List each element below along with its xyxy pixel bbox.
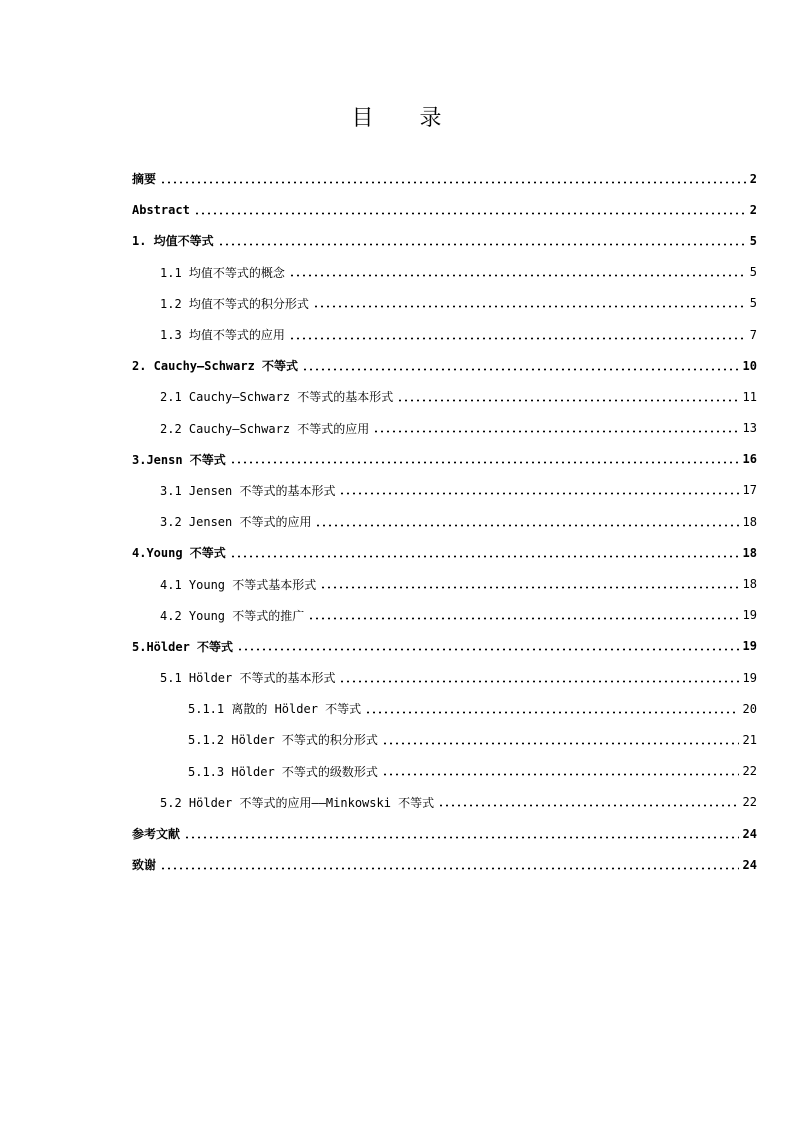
toc-page-number: 24 <box>742 826 757 841</box>
toc-entry-label: 1. 均值不等式 <box>132 234 214 249</box>
toc-entry[interactable] <box>132 724 757 755</box>
toc-dot-leader <box>160 859 739 871</box>
toc-dot-leader <box>237 640 739 652</box>
toc-entry-label: 1.1 均值不等式的概念 <box>160 265 285 280</box>
toc-entry-label: 参考文献 <box>132 827 181 842</box>
toc-entry[interactable] <box>132 756 757 787</box>
toc-page-number: 19 <box>742 608 757 623</box>
toc-entry-label: 4.2 Young 不等式的推广 <box>160 608 305 623</box>
toc-entry-label: 2.2 Cauchy—Schwarz 不等式的应用 <box>160 421 370 436</box>
toc-page-number: 18 <box>742 577 757 592</box>
toc-entry-label: 4.Young 不等式 <box>132 546 226 561</box>
toc-page-number: 16 <box>742 452 757 467</box>
toc-entry-label: 5.1.2 Hölder 不等式的积分形式 <box>188 733 378 748</box>
toc-entry-label: 2.1 Cauchy—Schwarz 不等式的基本形式 <box>160 390 394 405</box>
toc-dot-leader <box>373 422 738 434</box>
table-of-contents <box>132 163 757 880</box>
toc-entry-label: 致谢 <box>132 858 157 873</box>
toc-entry[interactable] <box>132 787 757 818</box>
toc-entry-label: 4.1 Young 不等式基本形式 <box>160 577 317 592</box>
toc-dot-leader <box>365 703 738 715</box>
toc-entry[interactable] <box>132 381 757 412</box>
toc-entry[interactable] <box>132 600 757 631</box>
toc-dot-leader <box>315 516 738 528</box>
toc-dot-leader <box>438 796 738 808</box>
title-char-1: 目 <box>351 106 374 131</box>
toc-dot-leader <box>302 360 739 372</box>
toc-entry[interactable] <box>132 818 757 849</box>
toc-page-number: 17 <box>742 483 757 498</box>
toc-entry[interactable] <box>132 350 757 381</box>
toc-page-number: 20 <box>742 701 757 716</box>
toc-entry[interactable] <box>132 568 757 599</box>
toc-entry-label: 1.3 均值不等式的应用 <box>160 328 285 343</box>
toc-entry[interactable] <box>132 319 757 350</box>
toc-page-number: 11 <box>742 389 757 404</box>
toc-entry-label: 3.Jensn 不等式 <box>132 452 226 467</box>
toc-page-number: 7 <box>749 327 757 342</box>
toc-dot-leader <box>218 235 746 247</box>
title-char-2: 录 <box>419 106 442 131</box>
toc-entry-label: 1.2 均值不等式的积分形式 <box>160 296 309 311</box>
toc-dot-leader <box>339 484 738 496</box>
toc-entry-label: Abstract <box>132 202 190 217</box>
toc-entry-label: 2. Cauchy—Schwarz 不等式 <box>132 359 299 374</box>
toc-page-number: 5 <box>749 265 757 280</box>
page-title <box>0 101 793 132</box>
toc-entry-label: 5.1 Hölder 不等式的基本形式 <box>160 671 336 686</box>
toc-dot-leader <box>289 266 746 278</box>
toc-page-number: 10 <box>742 358 757 373</box>
toc-entry[interactable] <box>132 631 757 662</box>
toc-entry[interactable] <box>132 194 757 225</box>
toc-entry-label: 5.2 Hölder 不等式的应用——Minkowski 不等式 <box>160 795 435 810</box>
toc-dot-leader <box>382 765 739 777</box>
toc-entry[interactable] <box>132 693 757 724</box>
toc-entry-label: 5.1.3 Hölder 不等式的级数形式 <box>188 764 378 779</box>
toc-page-number: 5 <box>749 233 757 248</box>
toc-dot-leader <box>339 672 738 684</box>
toc-dot-leader <box>320 578 738 590</box>
toc-dot-leader <box>230 547 739 559</box>
toc-page-number: 2 <box>749 171 757 186</box>
toc-page-number: 18 <box>742 545 757 560</box>
toc-page-number: 13 <box>742 421 757 436</box>
toc-entry[interactable] <box>132 537 757 568</box>
toc-dot-leader <box>382 734 739 746</box>
toc-dot-leader <box>289 329 746 341</box>
toc-entry[interactable] <box>132 225 757 256</box>
toc-page-number: 24 <box>742 857 757 872</box>
toc-entry-label: 3.1 Jensen 不等式的基本形式 <box>160 483 336 498</box>
toc-page-number: 22 <box>742 764 757 779</box>
toc-dot-leader <box>230 453 739 465</box>
toc-page-number: 5 <box>749 296 757 311</box>
toc-entry[interactable] <box>132 506 757 537</box>
toc-dot-leader <box>160 173 746 185</box>
toc-page-number: 22 <box>742 795 757 810</box>
toc-entry[interactable] <box>132 413 757 444</box>
toc-page-number: 19 <box>742 639 757 654</box>
toc-dot-leader <box>313 297 746 309</box>
toc-dot-leader <box>184 828 739 840</box>
toc-dot-leader <box>397 391 738 403</box>
toc-entry[interactable] <box>132 444 757 475</box>
toc-page-number: 18 <box>742 514 757 529</box>
toc-entry-label: 摘要 <box>132 172 157 187</box>
toc-page-number: 19 <box>742 670 757 685</box>
toc-entry[interactable] <box>132 662 757 693</box>
toc-entry[interactable] <box>132 288 757 319</box>
toc-entry[interactable] <box>132 257 757 288</box>
toc-entry-label: 3.2 Jensen 不等式的应用 <box>160 515 312 530</box>
toc-entry[interactable] <box>132 475 757 506</box>
toc-page-number: 2 <box>749 202 757 217</box>
toc-entry[interactable] <box>132 849 757 880</box>
toc-dot-leader <box>194 204 746 216</box>
toc-dot-leader <box>308 609 738 621</box>
toc-page-number: 21 <box>742 732 757 747</box>
toc-entry-label: 5.Hölder 不等式 <box>132 639 234 654</box>
toc-entry-label: 5.1.1 离散的 Hölder 不等式 <box>188 702 362 717</box>
toc-entry[interactable] <box>132 163 757 194</box>
